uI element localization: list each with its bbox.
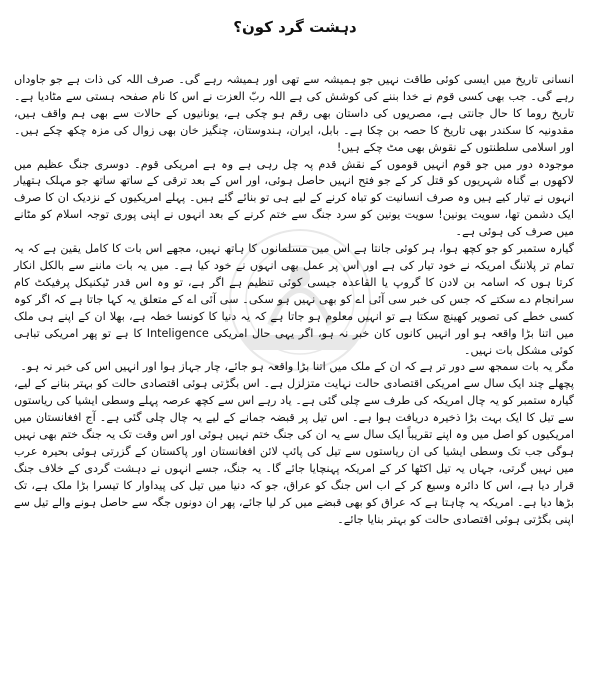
- paragraph: انسانی تاریخ میں ایسی کوئی طاقت نہیں جو ہمیشہ سے تھی اور ہمیشہ رہے گی۔ صرف اللہ کی ذات ہے جو جاوداں رہے گی۔ جب بھی کسی قوم نے خدا بننے کی کوشش کی ہے اللہ ربّ العزت نے اس کا نام صفحہ ہستی سے مٹادیا ہے۔ تاریخ روما کا حال جانتی ہے، مصریوں کی داستان بھی رقم ہو چکی ہے، یونانیوں کے حالات سے بھی ہم واقف ہیں، مقدونیہ کا سکندر بھی تاریخ کا حصہ بن چکا ہے۔ بابل، ایران، ہندوستان، چنگیز خان بھی زوال کی مزہ چکھ چکے ہیں۔ اور اسلامی سلطنتوں کے نقوش بھی مٹ چکے ہیں!: [14, 73, 574, 154]
- paragraph: پچھلے چند ایک سال سے امریکی اقتصادی حالت نہایت متزلزل ہے۔ اس بگڑتی ہوئی اقتصادی حالت کو بہتر بنانے کے لیے، گیارہ ستمبر کو یہ چال امریکہ کی طرف سے چلی گئی ہے۔ یاد رہے اس سے کچھ عرصہ پہلے وسطی ایشیا کی ریاستوں سے تیل کا ایک بہت بڑا ذخیرہ دریافت ہوا ہے۔ اس تیل پر قبضہ جمانے کے لیے یہ چال چلی گئی ہے۔ آج افغانستان میں امریکیوں کو اصل میں وہ اپنے تقریباً ایک سال سے یہ ان کی جنگ ختم نہیں ہوئی اور اس وقت تک یہ جنگ ختم بھی نہیں ہوگی جب تک وسطی ایشیا کی ان ریاستوں سے تیل کی پائپ لائن افغانستان اور پاکستان کے گزرتی ہوئی بحیرہ عرب میں نہیں گرتی، جہاں یہ تیل اکٹھا کر کے امریکہ پہنچایا جائے گا۔ یہ جنگ، جسے انہوں نے دہشت گردی کے خلاف جنگ قرار دیا ہے، اس کا دائرہ وسیع کر کے اب اس جنگ کو عراق، جو کہ دنیا میں تیل کی پیداوار کا تیسرا بڑا ملک ہے، تک بڑھا دیا ہے۔ امریکہ یہ چاہتا ہے کہ عراق کو بھی قبضے میں کر لیا جائے، پھر ان دونوں جگہ سے حاصل ہونے والے تیل سے اپنی بگڑتی ہوئی اقتصادی حالت کو بہتر بنایا جائے۔: [14, 377, 574, 526]
- article-body: [14, 72, 574, 528]
- paragraph: گیارہ ستمبر کو جو کچھ ہوا، ہر کوئی جانتا ہے اس میں مسلمانوں کا ہاتھ نہیں، مجھے اس بات کا کامل یقین ہے کہ یہ تمام تر پلاننگ امریکہ نے خود تیار کی ہے اور اس پر عمل بھی انہوں نے خود کیا ہے۔ میں یہ بات ماننے سے بالکل انکار کرتا ہوں کہ اسامہ بن لادن کا گروپ یا القاعدہ جیسی کوئی تنظیم ہے اگر ہے، تو وہ اس قدر ٹیکنیکل پرفیکٹ کام سرانجام دے سکتے کہ جس کی خبر سی آئی اے کو بھی نہیں ہو سکی۔ سی آئی اے کے متعلق یہ کہا جاتا ہے کہ اگر کوہ کسی خطے کی تصویر کھینچ سکتا ہے تو انہیں معلوم ہو جاتا ہے کہ یہ دنیا کا کونسا خطہ ہے، بھلا ان کے اپنے ہی ملک میں اتنا بڑا واقعہ ہو اور انہیں کانوں کان خبر نہ ہو، اگر یہی حال امریکی Inteligence کا ہے تو پھر امریکی تباہی کوئی مشکل بات نہیں۔: [14, 242, 575, 357]
- article-title: دہشت گرد کون؟: [233, 18, 357, 36]
- paragraph: مگر یہ بات سمجھ سے دور تر ہے کہ ان کے ملک میں اتنا بڑا واقعہ ہو جائے، چار جہاز ہوا اور انہیں اس کی خبر نہ ہو۔: [20, 360, 574, 374]
- paragraph: موجودہ دور میں جو قوم انہیں قوموں کے نقش قدم پہ چل رہی ہے وہ ہے امریکی قوم۔ دوسری جنگ عظیم میں لاکھوں بے گناہ شہریوں کو قتل کر کے جو فتح انہیں حاصل ہوئی، اور اس کے بعد ترقی کے ساتھ ساتھ جو مہلک ہتھیار انہوں نے تیار کیے ہیں وہ صرف انسانیت کو تباہ کرنے کے لیے ہی تو بنائے گئے ہیں۔ پہلے امریکیوں کے نزدیک ان کا صرف ایک دشمن تھا، سویت یونین! سویت یونین کو سرد جنگ سے ختم کرنے کے بعد انہوں نے اپنی پوری توجہ اسلام کو مٹانے میں صرف کی ہوئی ہے۔: [14, 157, 574, 239]
